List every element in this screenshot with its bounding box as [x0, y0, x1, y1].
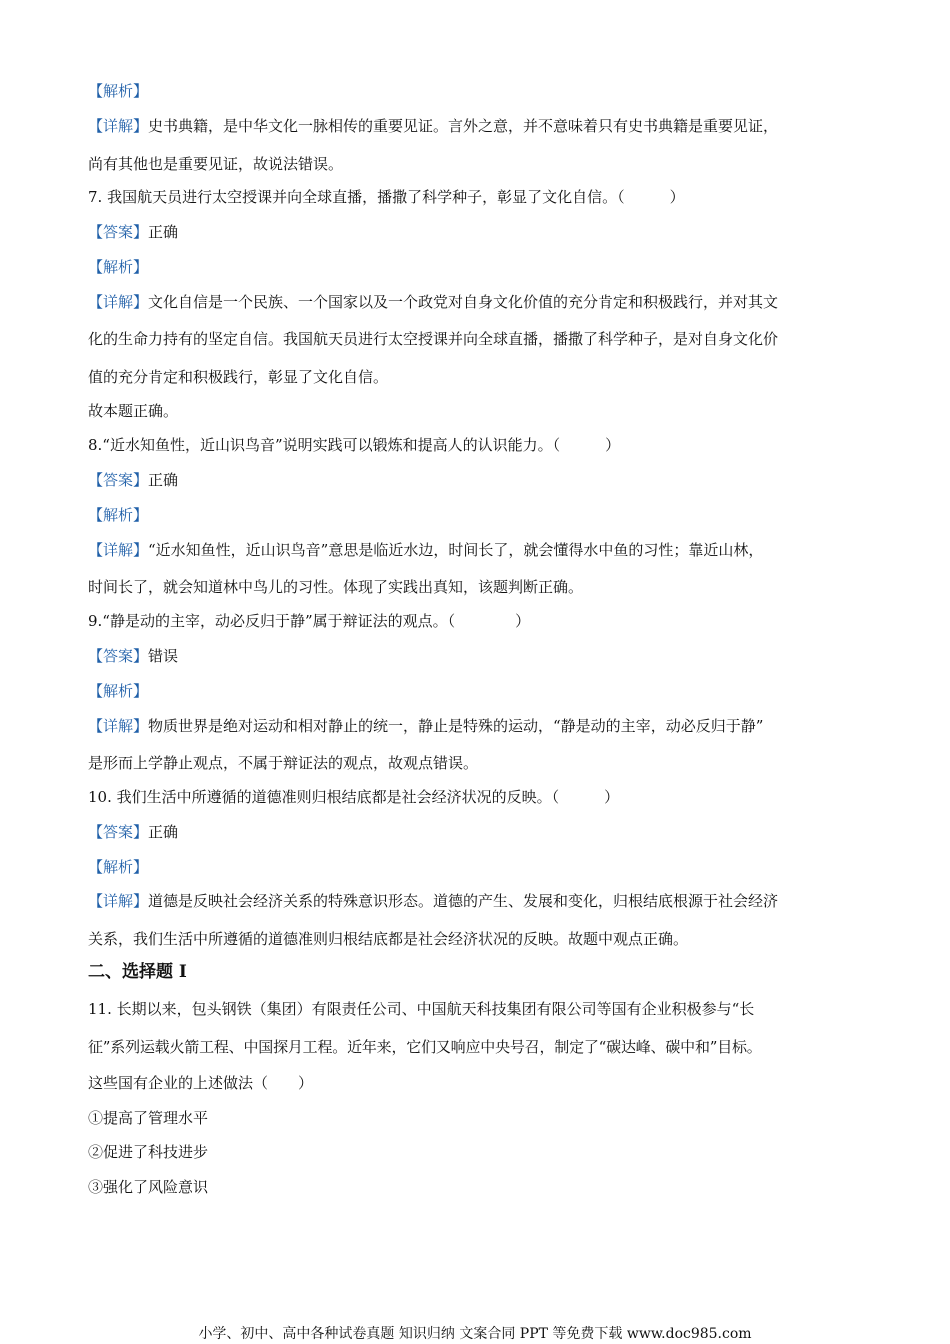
section-heading: 二、选择题 I — [88, 962, 187, 982]
option-1: ①提高了管理水平 — [88, 1109, 209, 1127]
answer-line: 【答案】正确 — [88, 823, 179, 841]
question-10: 10. 我们生活中所遵循的道德准则归根结底都是社会经济状况的反映。（ ） — [88, 788, 620, 806]
analysis-label: 【解析】 — [88, 682, 149, 700]
detail-paragraph-cont: 时间长了，就会知道林中鸟儿的习性。体现了实践出真知，该题判断正确。 — [88, 578, 584, 596]
detail-paragraph: 【详解】史书典籍，是中华文化一脉相传的重要见证。言外之意，并不意味着只有史书典籍是重要见证， — [88, 117, 779, 135]
question-11-stem-cont: 征”系列运载火箭工程、中国探月工程。近年来，它们又响应中央号召，制定了“碳达峰、碳中和”目标。 — [88, 1038, 762, 1056]
detail-paragraph-cont: 值的充分肯定和积极践行，彰显了文化自信。 — [88, 368, 389, 386]
footer-banner: 小学、初中、高中各种试卷真题 知识归纳 文案合同 PPT 等免费下载 www.doc985.com — [198, 1326, 752, 1342]
answer-line: 【答案】正确 — [88, 471, 179, 489]
detail-paragraph-cont: 关系，我们生活中所遵循的道德准则归根结底都是社会经济状况的反映。故题中观点正确。 — [88, 930, 689, 948]
conclusion-line: 故本题正确。 — [88, 402, 179, 420]
detail-paragraph-cont: 是形而上学静止观点，不属于辩证法的观点，故观点错误。 — [88, 754, 479, 772]
question-9: 9.“静是动的主宰，动必反归于静”属于辩证法的观点。（ ） — [88, 612, 531, 630]
answer-line: 【答案】错误 — [88, 647, 179, 665]
detail-paragraph-cont: 尚有其他也是重要见证，故说法错误。 — [88, 155, 344, 173]
option-3: ③强化了风险意识 — [88, 1178, 209, 1196]
analysis-label: 【解析】 — [88, 82, 149, 100]
question-11-stem-cont: 这些国有企业的上述做法（ ） — [88, 1074, 314, 1092]
question-7: 7. 我国航天员进行太空授课并向全球直播，播撒了科学种子，彰显了文化自信。（ ） — [88, 188, 685, 206]
detail-paragraph: 【详解】物质世界是绝对运动和相对静止的统一，静止是特殊的运动，“静是动的主宰，动必反归于静” — [88, 717, 764, 735]
question-11-stem: 11. 长期以来，包头钢铁（集团）有限责任公司、中国航天科技集团有限公司等国有企业积极参与“长 — [88, 1000, 755, 1018]
option-2: ②促进了科技进步 — [88, 1143, 209, 1161]
detail-paragraph: 【详解】道德是反映社会经济关系的特殊意识形态。道德的产生、发展和变化，归根结底根源于社会经济 — [88, 892, 779, 910]
analysis-label: 【解析】 — [88, 258, 149, 276]
analysis-label: 【解析】 — [88, 858, 149, 876]
analysis-label: 【解析】 — [88, 506, 149, 524]
answer-line: 【答案】正确 — [88, 223, 179, 241]
detail-paragraph-cont: 化的生命力持有的坚定自信。我国航天员进行太空授课并向全球直播，播撒了科学种子，是对自身文化价 — [88, 330, 779, 348]
detail-paragraph: 【详解】文化自信是一个民族、一个国家以及一个政党对自身文化价值的充分肯定和积极践行，并对其文 — [88, 293, 779, 311]
question-8: 8.“近水知鱼性，近山识鸟音”说明实践可以锻炼和提高人的认识能力。（ ） — [88, 436, 621, 454]
detail-paragraph: 【详解】“近水知鱼性，近山识鸟音”意思是临近水边，时间长了，就会懂得水中鱼的习性；靠近山林， — [88, 541, 764, 559]
